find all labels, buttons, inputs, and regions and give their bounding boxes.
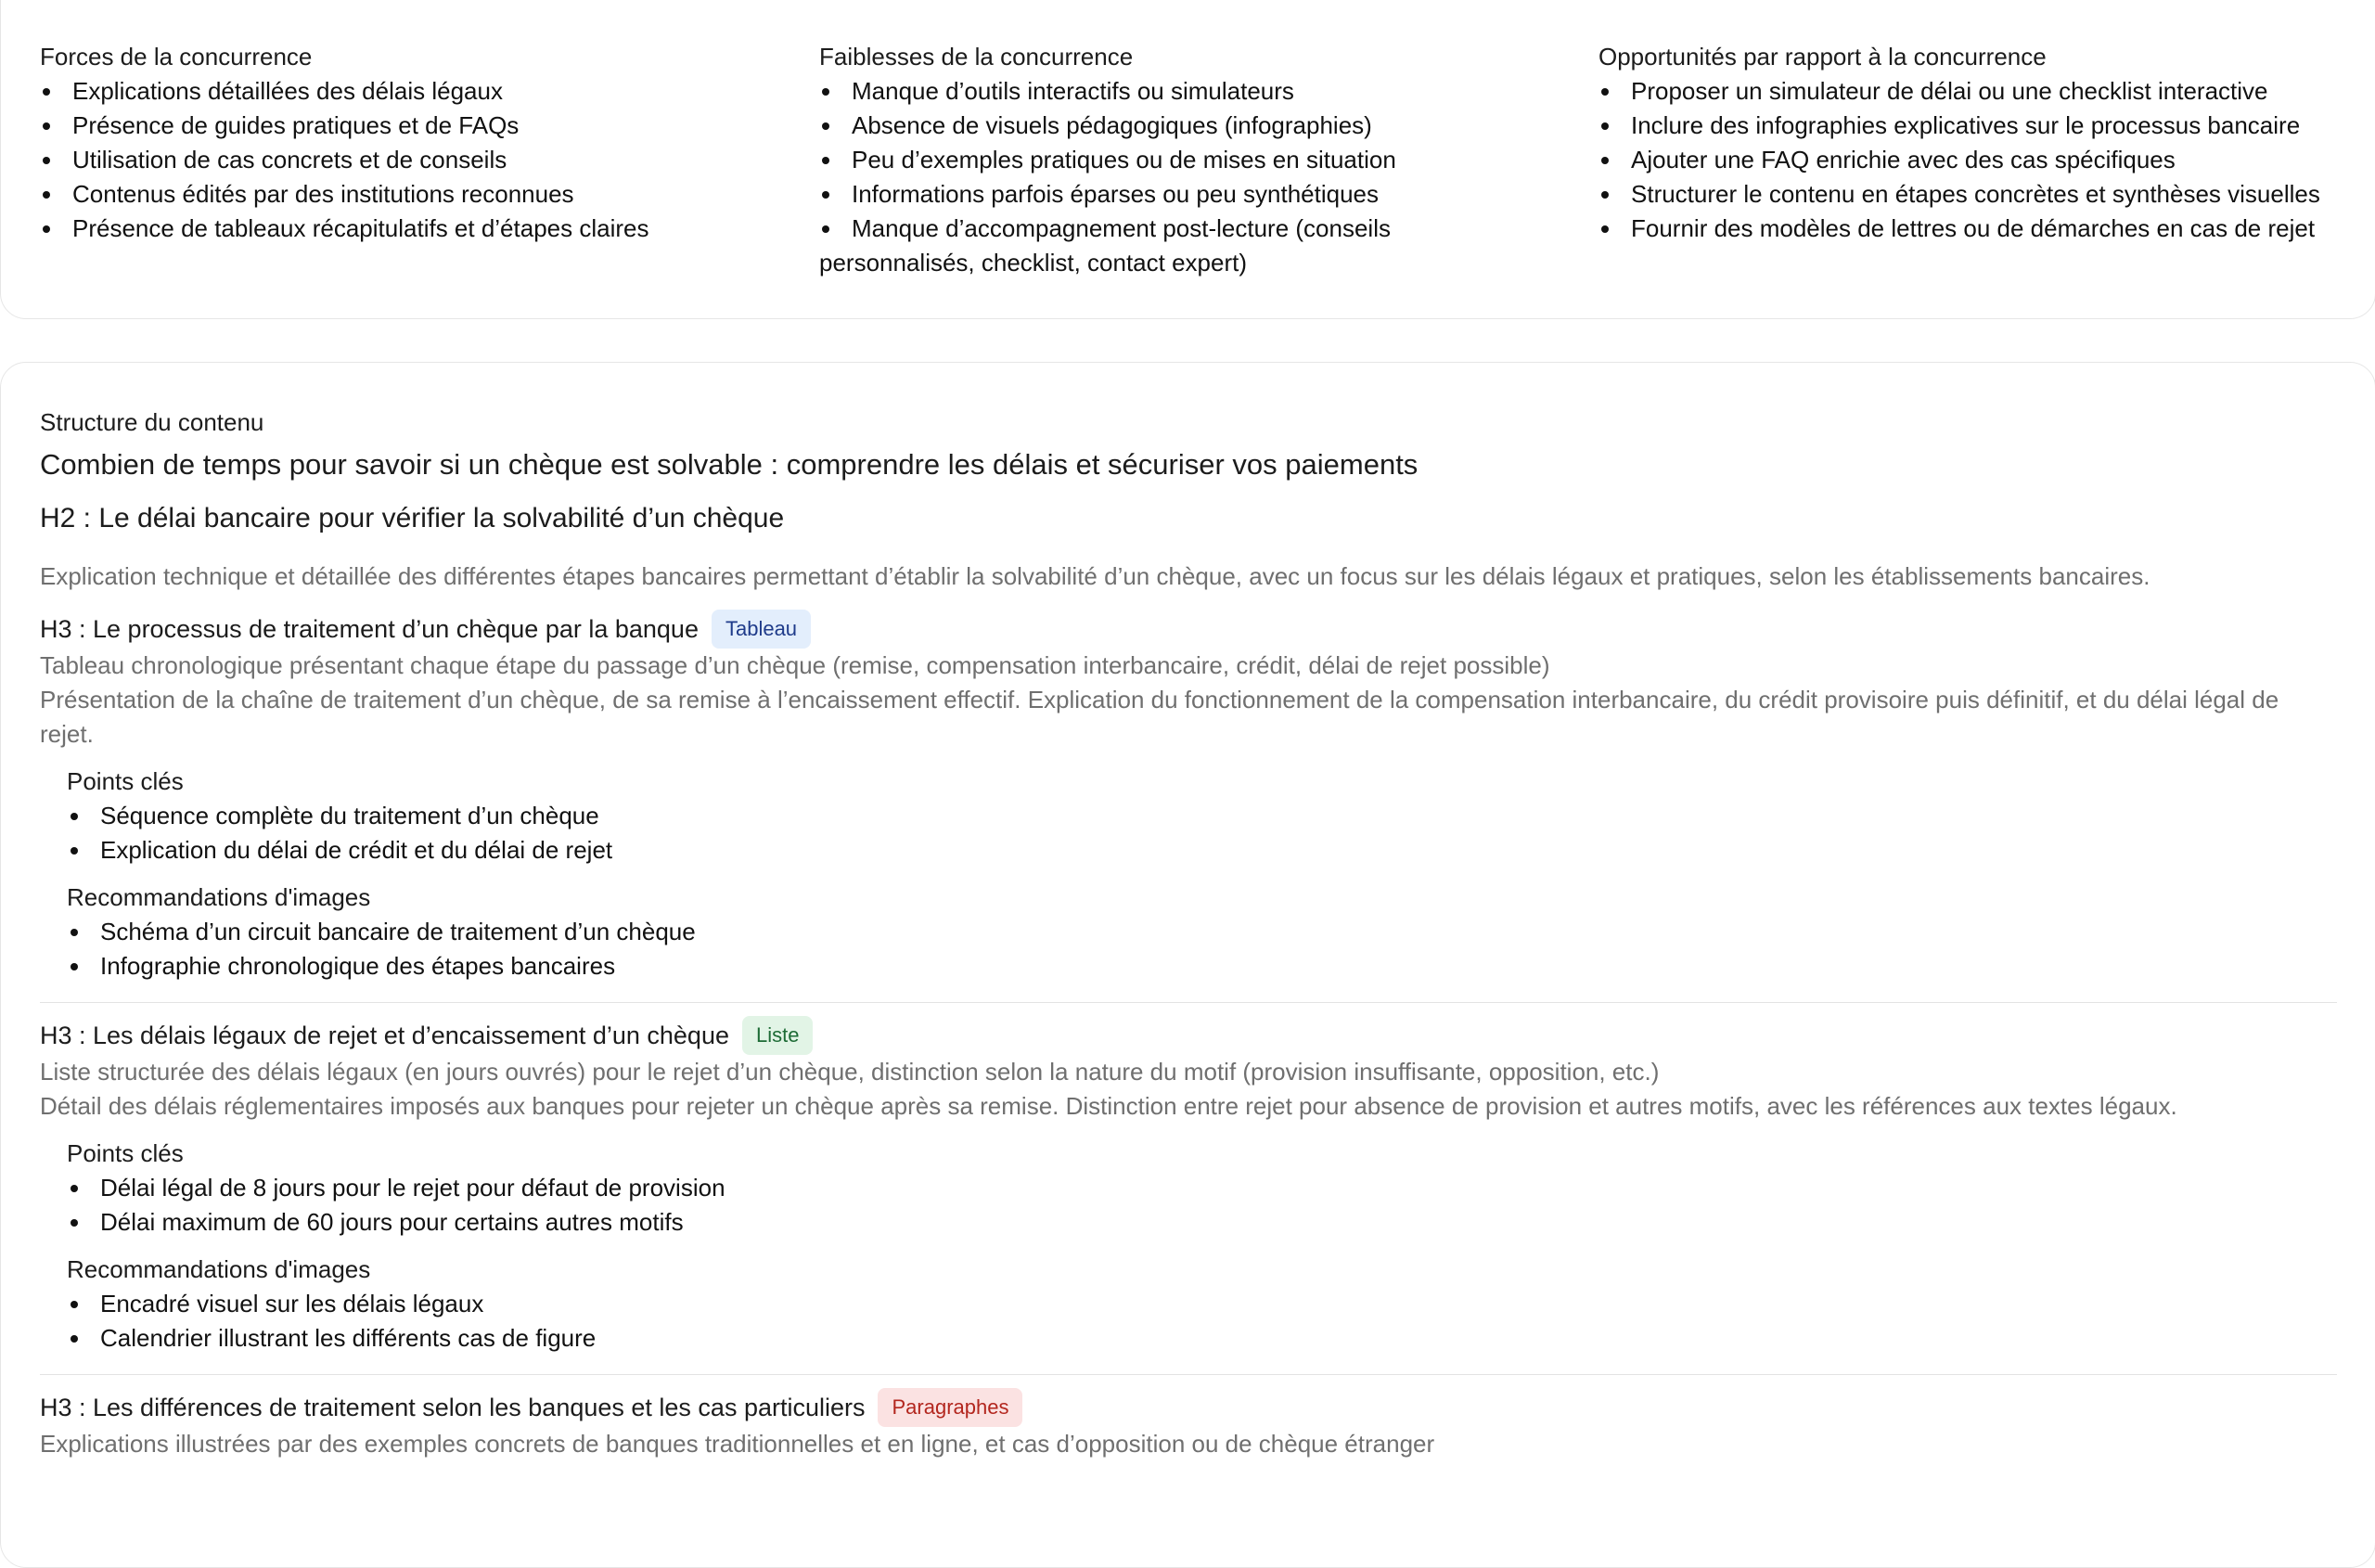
list-item: Peu d’exemples pratiques ou de mises en situation [819,143,1469,177]
format-badge: Tableau [712,610,811,649]
h3-heading: H3 : Les délais légaux de rejet et d’encaissement d’un chèque [40,1021,729,1049]
h3-heading: H3 : Les différences de traitement selon les banques et les cas particuliers [40,1393,866,1421]
h2-heading: H2 : Le délai bancaire pour vérifier la solvabilité d’un chèque [40,503,785,533]
opportunities-column [1598,40,2375,246]
section-divider [40,1374,2337,1375]
h3-section [40,1016,2337,1356]
key-points-title: Points clés [67,1139,184,1167]
format-description: Liste structurée des délais légaux (en jours ouvrés) pour le rejet d’un chèque, distinction selon la nature du motif (provision insuffisante, opposition, etc.) [40,1058,1660,1086]
list-item: Délai légal de 8 jours pour le rejet pour défaut de provision [95,1171,2337,1205]
opportunities-list [1598,74,2375,246]
list-item: Manque d’accompagnement post-lecture (conseils personnalisés, checklist, contact expert) [819,212,1469,280]
list-item: Ajouter une FAQ enrichie avec des cas spécifiques [1598,143,2375,177]
weaknesses-column [819,40,1469,280]
list-item: Inclure des infographies explicatives sur le processus bancaire [1598,109,2375,143]
list-item: Séquence complète du traitement d’un chèque [95,799,2337,833]
list-item: Présence de guides pratiques et de FAQs [40,109,782,143]
list-item: Infographie chronologique des étapes bancaires [95,949,2337,983]
h3-section [40,1388,2337,1461]
key-points-list [95,1171,2337,1240]
section-description: Présentation de la chaîne de traitement d’un chèque, de sa remise à l’encaissement effectif. Explication du fonctionnement de la compensation interbancaire, du crédit provisoire puis définitif, et du délai légal de rejet. [40,686,2279,748]
list-item: Explication du délai de crédit et du délai de rejet [95,833,2337,868]
image-recommendations-title: Recommandations d'images [67,1255,371,1283]
competition-analysis-card [0,0,2375,319]
weaknesses-title: Faiblesses de la concurrence [819,43,1134,71]
list-item: Fournir des modèles de lettres ou de démarches en cas de rejet [1598,212,2375,246]
list-item: Contenus édités par des institutions reconnues [40,177,782,212]
strengths-title: Forces de la concurrence [40,43,313,71]
content-structure-card [0,362,2375,1568]
format-badge: Paragraphes [878,1388,1022,1427]
list-item: Encadré visuel sur les délais légaux [95,1287,2337,1321]
list-item: Proposer un simulateur de délai ou une checklist interactive [1598,74,2375,109]
format-description: Tableau chronologique présentant chaque étape du passage d’un chèque (remise, compensation interbancaire, crédit, délai de rejet possible) [40,651,1550,679]
list-item: Utilisation de cas concrets et de conseils [40,143,782,177]
h3-heading: H3 : Le processus de traitement d’un chèque par la banque [40,614,699,643]
list-item: Explications détaillées des délais légaux [40,74,782,109]
image-recommendations-list [95,1287,2337,1356]
list-item: Schéma d’un circuit bancaire de traitement d’un chèque [95,915,2337,949]
section-divider [40,1002,2337,1003]
image-recommendations-title: Recommandations d'images [67,883,371,911]
format-badge: Liste [742,1016,813,1055]
section-description: Détail des délais réglementaires imposés aux banques pour rejeter un chèque après sa remise. Distinction entre rejet pour absence de provision et autres motifs, avec les références aux textes légaux. [40,1092,2177,1120]
list-item: Présence de tableaux récapitulatifs et d’étapes claires [40,212,782,246]
image-recommendations-list [95,915,2337,983]
list-item: Délai maximum de 60 jours pour certains autres motifs [95,1205,2337,1240]
list-item: Calendrier illustrant les différents cas de figure [95,1321,2337,1356]
list-item: Absence de visuels pédagogiques (infographies) [819,109,1469,143]
list-item: Structurer le contenu en étapes concrètes et synthèses visuelles [1598,177,2375,212]
key-points-title: Points clés [67,767,184,795]
h2-description: Explication technique et détaillée des différentes étapes bancaires permettant d’établir la solvabilité d’un chèque, avec un focus sur les délais légaux et pratiques, selon les établissements bancaires. [40,562,2150,590]
strengths-column [40,40,782,246]
list-item: Manque d’outils interactifs ou simulateurs [819,74,1469,109]
strengths-list [40,74,782,246]
key-points-list [95,799,2337,868]
list-item: Informations parfois éparses ou peu synthétiques [819,177,1469,212]
page-title-h1: Combien de temps pour savoir si un chèque est solvable : comprendre les délais et sécuriser vos paiements [40,448,1419,481]
h3-section [40,610,2337,983]
opportunities-title: Opportunités par rapport à la concurrence [1598,43,2047,71]
structure-label: Structure du contenu [40,408,264,436]
format-description: Explications illustrées par des exemples concrets de banques traditionnelles et en ligne, et cas d’opposition ou de chèque étranger [40,1430,1435,1458]
weaknesses-list [819,74,1469,280]
